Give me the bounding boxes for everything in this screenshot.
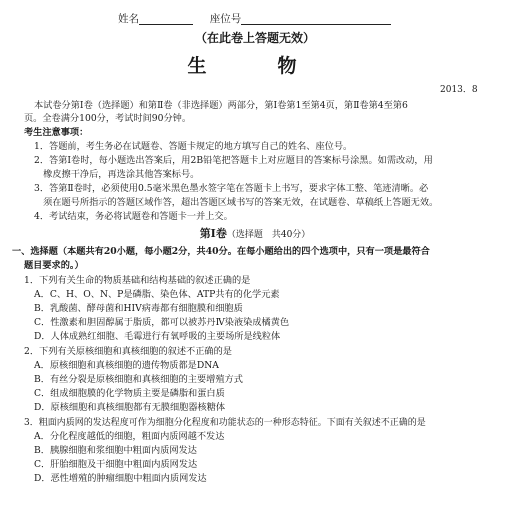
question-1-option-d: D．人体成熟红细胞、毛霉进行有氧呼吸的主要场所是线粒体 xyxy=(34,331,281,342)
answer-notice: （在此卷上答题无效） xyxy=(194,31,315,45)
exam-date: 2013．8 xyxy=(440,85,478,95)
instruction-line-2: 题目要求的。） xyxy=(24,260,84,271)
section-subtitle: （选择题 共40分） xyxy=(226,230,311,240)
question-2-option-d: D．原核细胞和真核细胞都有无膜细胞器核糖体 xyxy=(34,402,226,413)
section-title: 第Ⅰ卷 xyxy=(199,227,227,240)
note-line-5: 须在题号所指示的答题区域作答，超出答题区域书写的答案无效，在试题卷、草稿纸上答题无效。 xyxy=(34,197,439,208)
exam-header-fields xyxy=(118,12,391,25)
note-line-6: 4．考试结束，务必将试题卷和答题卡一并上交。 xyxy=(34,211,233,222)
note-line-1: 1．答题前，考生务必在试题卷、答题卡规定的地方填写自己的姓名、座位号。 xyxy=(34,141,353,152)
question-1-option-c: C．性激素和胆固醇属于脂质，都可以被苏丹Ⅳ染液染成橘黄色 xyxy=(34,317,290,328)
question-3-option-b: B．胰腺细胞和浆细胞中粗面内质网发达 xyxy=(34,445,197,456)
question-3-option-c: C．肝胎细胞及干细胞中粗面内质网发达 xyxy=(34,459,198,470)
subject-title: 生 物 xyxy=(187,55,323,77)
note-line-4: 3．答第Ⅱ卷时，必须使用0.5毫米黑色墨水签字笔在答题卡上书写，要求字体工整、笔迹清晰。必 xyxy=(34,183,429,194)
question-2-option-b: B．有丝分裂是原核细胞和真核细胞的主要增殖方式 xyxy=(34,374,243,385)
question-2-stem: 2．下列有关原核细胞和真核细胞的叙述不正确的是 xyxy=(24,346,232,357)
question-1-stem: 1．下列有关生命的物质基础和结构基础的叙述正确的是 xyxy=(24,275,251,286)
notes-title: 考生注意事项： xyxy=(24,127,89,138)
intro-line-1: 本试卷分第Ⅰ卷（选择题）和第Ⅱ卷（非选择题）两部分，第Ⅰ卷第1至第4页，第Ⅱ卷第4至第6 xyxy=(34,100,408,111)
question-2-option-c: C．组成细胞膜的化学物质主要是磷脂和蛋白质 xyxy=(34,388,225,399)
section-heading xyxy=(0,228,510,241)
question-1-option-b: B．乳酸菌、酵母菌和HIV病毒都有细胞膜和细胞质 xyxy=(34,303,243,314)
question-1-option-a: A．C、H、O、N、P是磷脂、染色体、ATP共有的化学元素 xyxy=(34,289,280,300)
question-3-option-a: A．分化程度越低的细胞，粗面内质网越不发达 xyxy=(34,431,225,442)
instruction-line-1: 一、选择题（本题共有20小题，每小题2分，共40分。在每小题给出的四个选项中，只有一项是最符合 xyxy=(12,246,430,257)
question-2-option-a: A．原核细胞和真核细胞的遗传物质都是DNA xyxy=(34,360,219,371)
intro-line-2: 页。全卷满分100分，考试时间90分钟。 xyxy=(24,113,192,124)
name-field xyxy=(139,12,193,25)
note-line-2: 2．答第Ⅰ卷时，每小题选出答案后，用2B铅笔把答题卡上对应题目的答案标号涂黑。如需改动，用 xyxy=(34,155,433,166)
seat-label: 座位号 xyxy=(209,13,242,25)
question-3-stem: 3．粗面内质网的发达程度可作为细胞分化程度和功能状态的一种形态特征。下面有关叙述不正确的是 xyxy=(24,418,426,428)
note-line-3: 橡皮擦干净后，再选涂其他答案标号。 xyxy=(34,169,200,180)
name-label: 姓名 xyxy=(118,13,139,25)
seat-field xyxy=(241,12,391,25)
question-3-option-d: D．恶性增殖的肿瘤细胞中粗面内质网发达 xyxy=(34,473,207,484)
